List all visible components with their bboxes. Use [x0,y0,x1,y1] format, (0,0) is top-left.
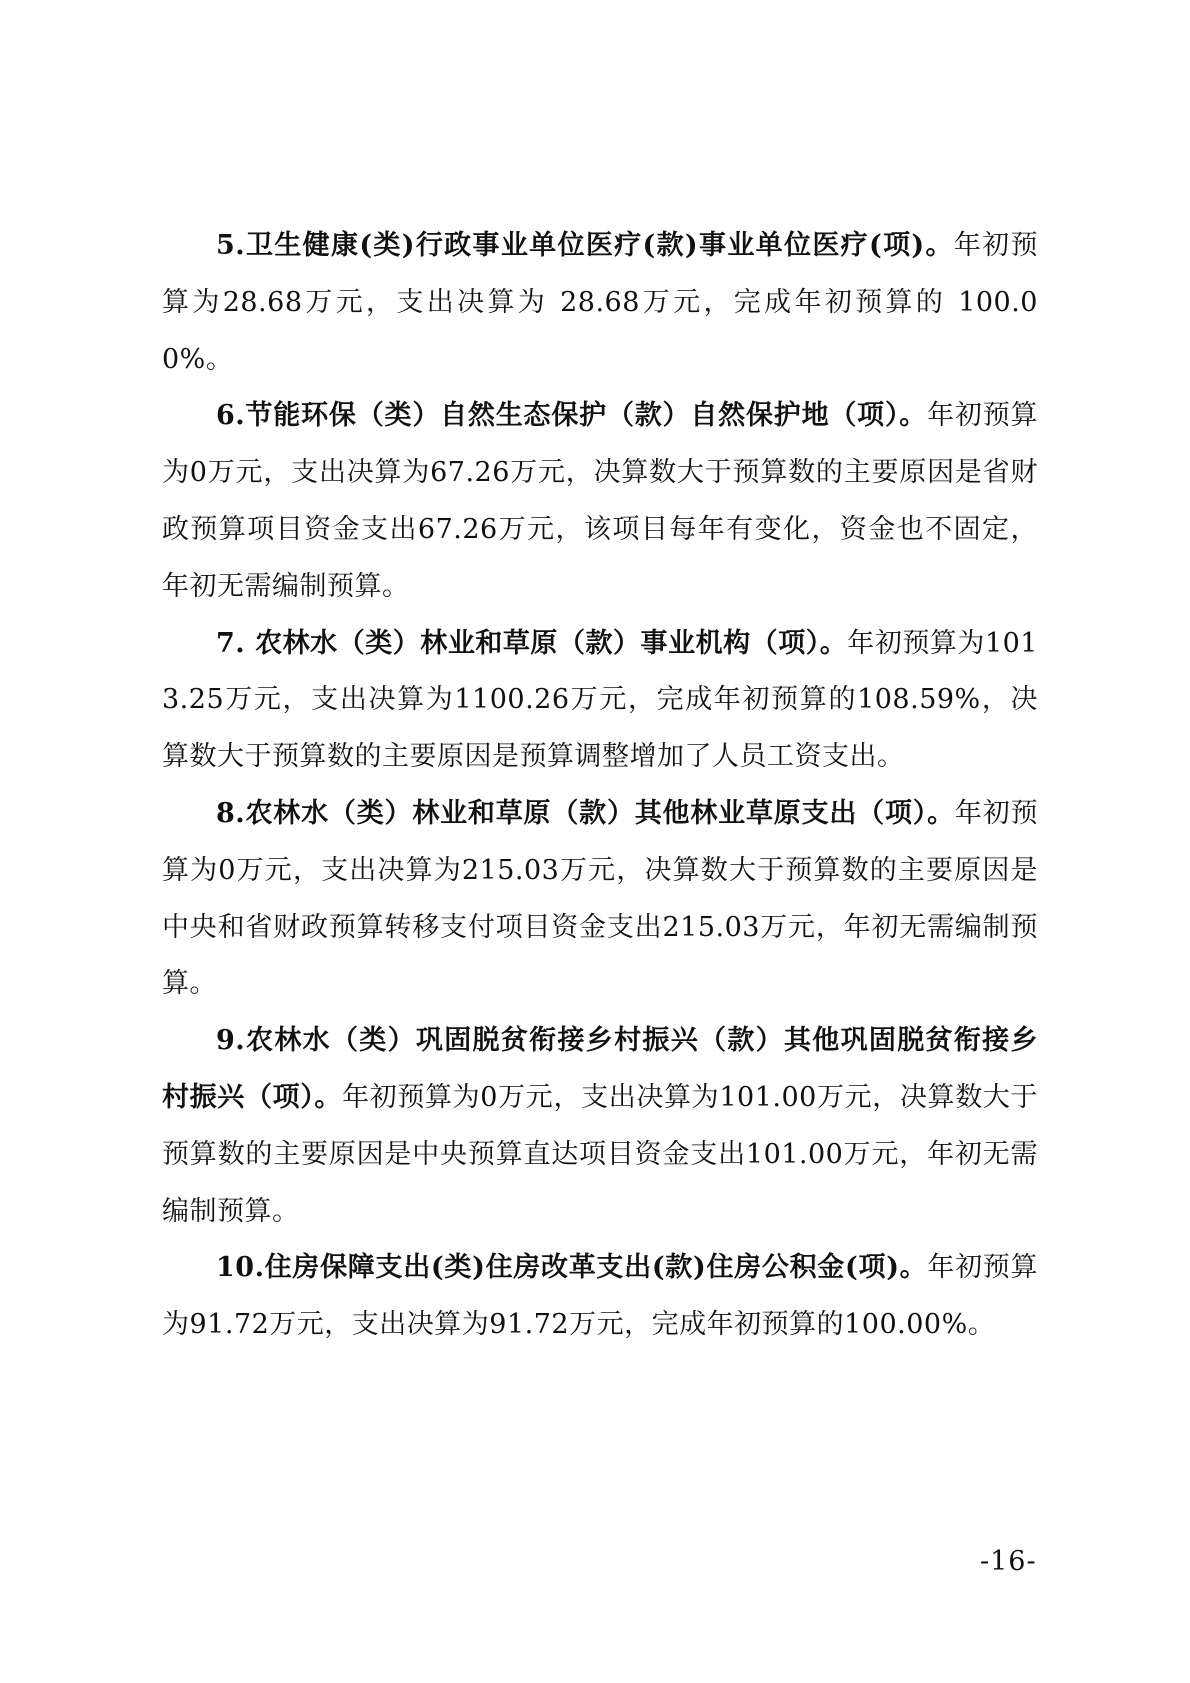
paragraph-text: 年初预算为91.72万元，支出决算为91.72万元，完成年初预算的100.00%。 [162,1252,1039,1341]
paragraph-item-7 [162,616,1038,786]
paragraph-heading: 6.节能环保（类）自然生态保护（款）自然保护地（项）。 [216,400,928,432]
paragraph-item-5 [162,218,1038,388]
paragraph-item-6 [162,388,1038,615]
paragraph-text: 年初预算为0万元，支出决算为101.00万元，决算数大于预算数的主要原因是中央预算直达项目资金支出101.00万元，年初无需编制预算。 [162,1081,1039,1227]
paragraph-item-8 [162,786,1038,1013]
paragraph-heading: 7. 农林水（类）林业和草原（款）事业机构（项）。 [216,627,848,659]
paragraph-text: 年初预算为0万元，支出决算为67.26万元，决算数大于预算数的主要原因是省财政预算项目资金支出67.26万元，该项目每年有变化，资金也不固定，年初无需编制预算。 [162,400,1039,602]
paragraph-text: 年初预算为28.68万元，支出决算为 28.68万元，完成年初预算的 100.00%。 [162,230,1038,375]
document-body [162,218,1038,1354]
paragraph-heading: 9.农林水（类）巩固脱贫衔接乡村振兴（款）其他巩固脱贫衔接乡村振兴（项）。 [162,1025,1038,1113]
paragraph-item-10 [162,1240,1038,1354]
paragraph-text: 年初预算为0万元，支出决算为215.03万元，决算数大于预算数的主要原因是中央和省财政预算转移支付项目资金支出215.03万元，年初无需编制预算。 [162,797,1038,1000]
page-number: -16- [980,1546,1037,1577]
paragraph-text: 年初预算为1013.25万元，支出决算为1100.26万元，完成年初预算的108.59%，决算数大于预算数的主要原因是预算调整增加了人员工资支出。 [162,627,1038,773]
paragraph-heading: 10.住房保障支出(类)住房改革支出(款)住房公积金(项)。 [216,1252,928,1284]
paragraph-item-9 [162,1013,1038,1240]
paragraph-heading: 8.农林水（类）林业和草原（款）其他林业草原支出（项）。 [216,797,955,829]
paragraph-heading: 5.卫生健康(类)行政事业单位医疗(款)事业单位医疗(项)。 [216,230,954,261]
